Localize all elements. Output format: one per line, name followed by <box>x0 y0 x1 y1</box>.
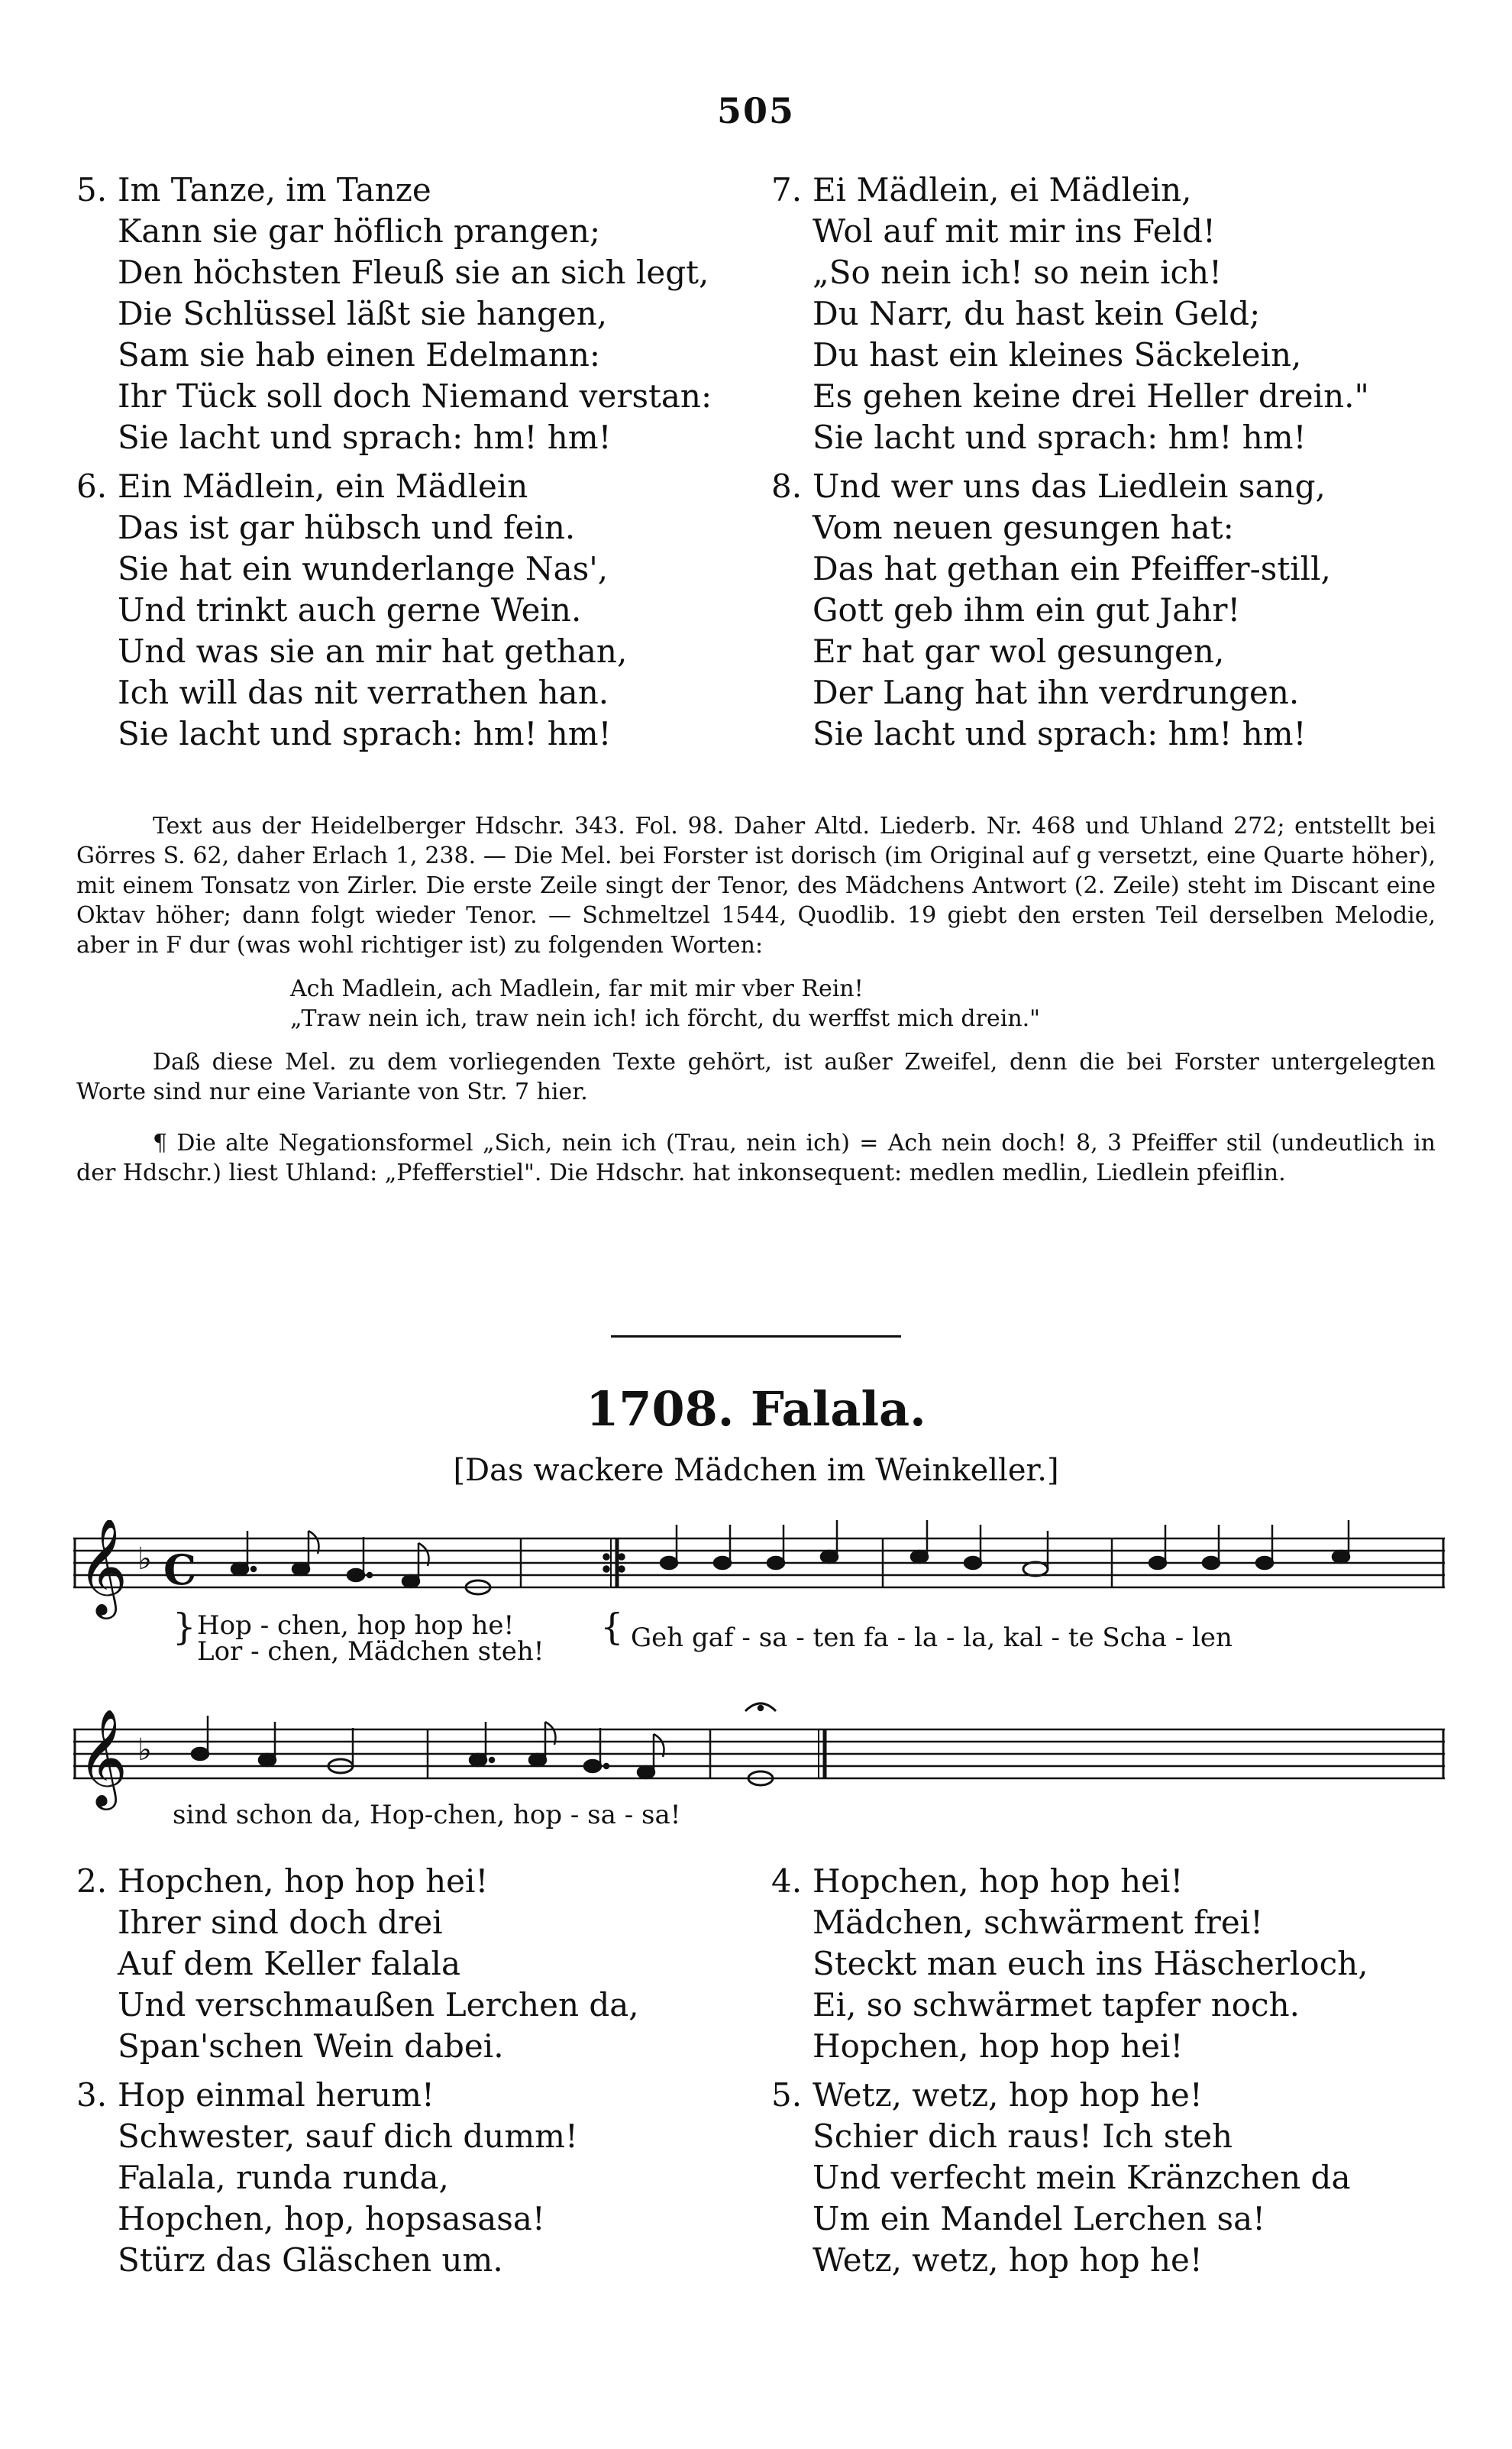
verse-line: Ei, so schwärmet tapfer noch. <box>813 1986 1300 2024</box>
verse-line: Sam sie hab einen Edelmann: <box>118 336 601 374</box>
verse-line: Hop einmal herum! <box>118 2076 435 2114</box>
brace-icon: } <box>173 1606 196 1648</box>
verse-line: Das hat gethan ein Pfeiffer-still, <box>813 550 1331 587</box>
stanza-number: 2. <box>76 1862 108 1900</box>
notes-group-2 <box>192 1703 776 1785</box>
stanza-5b <box>771 2075 1443 2281</box>
verse-line: „So nein ich! so nein ich! <box>813 254 1222 291</box>
verse-line: Hopchen, hop hop hei! <box>813 2027 1184 2065</box>
verse-line: Sie lacht und sprach: hm! hm! <box>118 715 612 752</box>
treble-clef-icon: 𝄞 <box>78 1708 128 1806</box>
stanzas-bottom-left <box>76 1861 748 2289</box>
stanza-number: 8. <box>771 467 803 505</box>
verse-line: Ich will das nit verrathen han. <box>118 674 609 711</box>
verse-line: Hopchen, hop, hopsasasa! <box>118 2200 545 2237</box>
stanza-number: 3. <box>76 2076 108 2114</box>
verse-line: Wetz, wetz, hop hop he! <box>813 2076 1203 2114</box>
stanza-number: 4. <box>771 1862 803 1900</box>
verse-line: Er hat gar wol gesungen, <box>813 632 1225 670</box>
notes-group-1 <box>231 1520 1349 1594</box>
verse-line: Der Lang hat ihn verdrungen. <box>813 674 1300 711</box>
quote-line: Ach Madlein, ach Madlein, far mit mir vber Rein! <box>290 975 864 1002</box>
verse-line: Und verschmaußen Lerchen da, <box>118 1986 639 2024</box>
brace-icon: { <box>600 1606 624 1648</box>
verse-line: Falala, runda runda, <box>118 2159 449 2196</box>
verse-line: Wol auf mit mir ins Feld! <box>813 212 1216 250</box>
stanzas-top-right <box>771 170 1443 762</box>
verse-line: Und was sie an mir hat gethan, <box>118 632 628 670</box>
verse-line: Schwester, sauf dich dumm! <box>118 2117 578 2155</box>
stanza-2 <box>76 1861 748 2067</box>
verse-line: Gott geb ihm ein gut Jahr! <box>813 591 1241 629</box>
verse-line: Mädchen, schwärment frei! <box>813 1904 1264 1941</box>
note-paragraph-melody: Daß diese Mel. zu dem vorliegenden Texte gehört, ist außer Zweifel, denn die bei Forster untergelegten Worte sind nur eine Variante von Str. 7 hier. <box>76 1049 1436 1105</box>
page-number: 505 <box>716 90 796 131</box>
note-paragraph-source: Text aus der Heidelberger Hdschr. 343. Fol. 98. Daher Altd. Liederb. Nr. 468 und Uhland 272; entstellt bei Görres S. 62, daher Erlach 1, 238. — Die Mel. bei Forster ist dorisch (im Original auf g versetzt, eine Quarte höher), mit einem Tonsatz von Zirler. Die erste Zeile singt der Tenor, des Mädchens Antwort (2. Zeile) steht im Discant eine Oktav höher; dann folgt wieder Tenor. — Schmeltzel 1544, Quodlib. 19 giebt den ersten Teil derselben Melodie, aber in F dur (was wohl richtiger ist) zu folgenden Worten: <box>76 813 1436 959</box>
verse-line: Wetz, wetz, hop hop he! <box>813 2241 1203 2279</box>
stanza-number: 5. <box>76 171 108 209</box>
stanza-7 <box>771 170 1443 458</box>
verse-line: Und trinkt auch gerne Wein. <box>118 591 582 629</box>
music-staff-2 <box>73 1696 1445 1833</box>
lyrics-line-1a: Hop - chen, hop hop he! <box>197 1610 515 1641</box>
stanzas-bottom-right <box>771 1861 1443 2289</box>
flat-icon: ♭ <box>137 1732 152 1768</box>
verse-line: Ihrer sind doch drei <box>118 1904 443 1941</box>
verse-line: Sie lacht und sprach: hm! hm! <box>118 419 612 456</box>
stanza-6 <box>76 466 748 755</box>
verse-line: Die Schlüssel läßt sie hangen, <box>118 295 608 332</box>
verse-line: Vom neuen gesungen hat: <box>813 509 1234 546</box>
stanza-number: 5. <box>771 2076 803 2114</box>
verse-line: Ei Mädlein, ei Mädlein, <box>813 171 1192 209</box>
verse-line: Hopchen, hop hop hei! <box>813 1862 1184 1900</box>
verse-line: Sie hat ein wunderlange Nas', <box>118 550 609 587</box>
common-time-icon: C <box>163 1545 196 1594</box>
verse-line: Kann sie gar höflich prangen; <box>118 212 601 250</box>
commentary-notes <box>76 811 1436 1188</box>
note-paragraph-textual: ¶ Die alte Negationsformel „Sich, nein ich (Trau, nein ich) = Ach nein doch! 8, 3 Pfeiffer stil (undeutlich in der Hdschr.) liest Uhland: „Pfefferstiel". Die Hdschr. hat inkonsequent: medlen medlin, Liedlein pfeiflin. <box>76 1130 1436 1186</box>
verse-line: Und verfecht mein Kränzchen da <box>813 2159 1351 2196</box>
verse-line: Schier dich raus! Ich steh <box>813 2117 1233 2155</box>
section-divider <box>611 1335 901 1338</box>
treble-clef-icon: 𝄞 <box>78 1520 128 1615</box>
verse-line: Du Narr, du hast kein Geld; <box>813 295 1261 332</box>
stanza-5 <box>76 170 748 458</box>
stanza-4 <box>771 1861 1443 2067</box>
verse-line: Das ist gar hübsch und fein. <box>118 509 576 546</box>
verse-line: Auf dem Keller falala <box>118 1945 460 1982</box>
song-title: 1708. Falala. <box>586 1381 926 1437</box>
verse-line: Sie lacht und sprach: hm! hm! <box>813 419 1307 456</box>
quoted-verse <box>290 974 1436 1034</box>
verse-line: Steckt man euch ins Häscherloch, <box>813 1945 1368 1982</box>
verse-line: Den höchsten Fleuß sie an sich legt, <box>118 254 709 291</box>
quote-line: „Traw nein ich, traw nein ich! ich förcht, du werffst mich drein." <box>290 1005 1040 1032</box>
lyrics-line-1c: Geh gaf - sa - ten fa - la - la, kal - te Scha - len <box>631 1622 1233 1653</box>
verse-line: Im Tanze, im Tanze <box>118 171 431 209</box>
verse-line: Sie lacht und sprach: hm! hm! <box>813 715 1307 752</box>
verse-line: Du hast ein kleines Säckelein, <box>813 336 1302 374</box>
stanza-3 <box>76 2075 748 2281</box>
verse-line: Span'schen Wein dabei. <box>118 2027 504 2065</box>
flat-icon: ♭ <box>137 1542 152 1577</box>
stanza-number: 6. <box>76 467 108 505</box>
verse-line: Ein Mädlein, ein Mädlein <box>118 467 528 505</box>
verse-line: Ihr Tück soll doch Niemand verstan: <box>118 377 712 415</box>
stanzas-top-left <box>76 170 748 762</box>
stanza-number: 7. <box>771 171 803 209</box>
verse-line: Es gehen keine drei Heller drein." <box>813 377 1369 415</box>
verse-line: Hopchen, hop hop hei! <box>118 1862 489 1900</box>
music-staff-1 <box>73 1520 1445 1665</box>
verse-line: Und wer uns das Liedlein sang, <box>813 467 1326 505</box>
verse-line: Stürz das Gläschen um. <box>118 2241 503 2279</box>
stanza-8 <box>771 466 1443 755</box>
song-subtitle: [Das wackere Mädchen im Weinkeller.] <box>453 1453 1059 1488</box>
lyrics-line-2: sind schon da, Hop-chen, hop - sa - sa! <box>173 1800 681 1830</box>
verse-line: Um ein Mandel Lerchen sa! <box>813 2200 1266 2237</box>
lyrics-line-1b: Lor - chen, Mädchen steh! <box>197 1636 544 1667</box>
